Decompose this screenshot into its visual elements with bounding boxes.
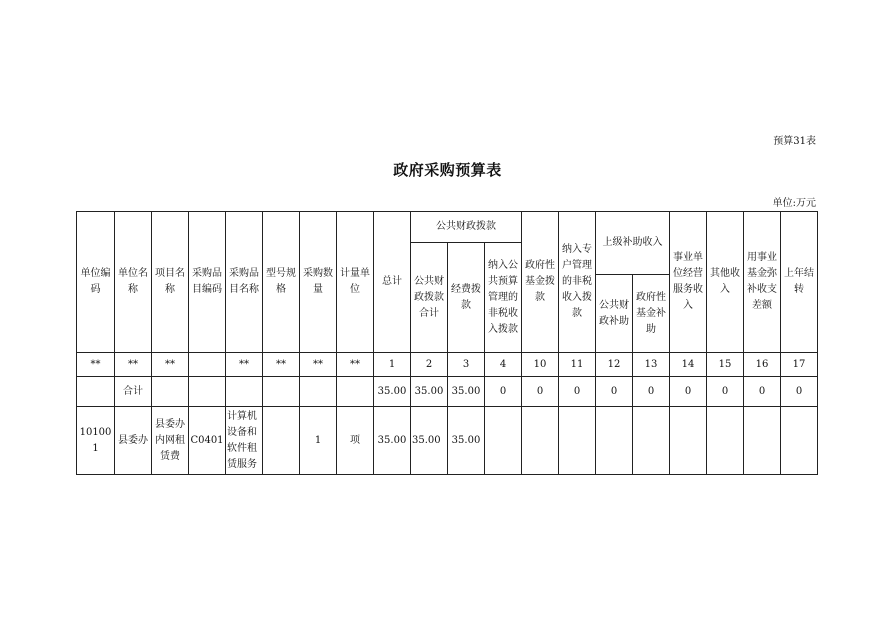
cell-public-finance-total: 35.00: [411, 407, 448, 475]
header-row-1: [77, 212, 818, 243]
header-spec: 型号规格: [263, 212, 300, 353]
header-special-non-tax: 纳入专户管理的非税收入拨款: [559, 212, 596, 353]
page-title: 政府采购预算表: [393, 161, 502, 179]
index-cell: 2: [411, 353, 448, 377]
index-cell: 10: [522, 353, 559, 377]
cell-funding: 35.00: [448, 407, 485, 475]
total-cell: [337, 377, 374, 407]
total-cell: 35.00: [374, 377, 411, 407]
cell-unit-code: 101001: [77, 407, 115, 475]
header-superior-subsidy: 上级补助收入: [596, 212, 670, 275]
cell-public-subsidy: [596, 407, 633, 475]
total-cell: [300, 377, 337, 407]
cell-other-income: [707, 407, 744, 475]
total-cell: 0: [744, 377, 781, 407]
cell-item-code: C0401: [189, 407, 226, 475]
header-carryover: 上年结转: [781, 212, 818, 353]
header-item-code: 采购品目编码: [189, 212, 226, 353]
cell-spec: [263, 407, 300, 475]
header-deficit-fund: 用事业基金弥补收支差额: [744, 212, 781, 353]
header-unit-name: 单位名称: [115, 212, 152, 353]
total-row: [77, 377, 818, 407]
total-cell: 0: [670, 377, 707, 407]
cell-project-name: 县委办内网租赁费: [152, 407, 189, 475]
header-unit-code: 单位编码: [77, 212, 115, 353]
cell-business-income: [670, 407, 707, 475]
cell-quantity: 1: [300, 407, 337, 475]
index-cell: 1: [374, 353, 411, 377]
cell-non-tax: [485, 407, 522, 475]
index-cell: **: [337, 353, 374, 377]
header-business-income: 事业单位经营服务收入: [670, 212, 707, 353]
total-cell: 35.00: [411, 377, 448, 407]
index-cell: 13: [633, 353, 670, 377]
unit-label: 单位:万元: [772, 198, 816, 209]
form-number: 预算31表: [773, 136, 816, 147]
cell-measure-unit: 项: [337, 407, 374, 475]
index-cell: 12: [596, 353, 633, 377]
total-cell: 0: [596, 377, 633, 407]
header-project-name: 项目名称: [152, 212, 189, 353]
total-cell: 0: [485, 377, 522, 407]
index-cell: **: [77, 353, 115, 377]
header-gov-fund: 政府性基金拨款: [522, 212, 559, 353]
header-public-finance-total: 公共财政拨款合计: [411, 243, 448, 353]
header-item-name: 采购品目名称: [226, 212, 263, 353]
index-cell: 16: [744, 353, 781, 377]
header-total: 总计: [374, 212, 411, 353]
header-funding: 经费拨款: [448, 243, 485, 353]
total-cell: 0: [522, 377, 559, 407]
index-cell: 15: [707, 353, 744, 377]
index-cell: 17: [781, 353, 818, 377]
index-cell: 4: [485, 353, 522, 377]
index-cell: **: [226, 353, 263, 377]
cell-unit-name: 县委办: [115, 407, 152, 475]
procurement-budget-table: [76, 211, 818, 475]
index-row: [77, 353, 818, 377]
header-quantity: 采购数量: [300, 212, 337, 353]
total-cell: [152, 377, 189, 407]
total-cell: [263, 377, 300, 407]
total-cell: 0: [781, 377, 818, 407]
total-cell: 0: [633, 377, 670, 407]
header-other-income: 其他收入: [707, 212, 744, 353]
header-non-tax: 纳入公共预算管理的非税收入拨款: [485, 243, 522, 353]
index-cell: 14: [670, 353, 707, 377]
total-cell: [226, 377, 263, 407]
cell-gov-fund: [522, 407, 559, 475]
cell-total: 35.00: [374, 407, 411, 475]
cell-fund-subsidy: [633, 407, 670, 475]
total-cell: 0: [707, 377, 744, 407]
cell-deficit-fund: [744, 407, 781, 475]
index-cell: **: [152, 353, 189, 377]
total-cell: [77, 377, 115, 407]
table-row: [77, 407, 818, 475]
total-label: 合计: [115, 377, 152, 407]
index-cell: **: [263, 353, 300, 377]
total-cell: [189, 377, 226, 407]
cell-carryover: [781, 407, 818, 475]
header-fund-subsidy: 政府性基金补助: [633, 275, 670, 353]
header-measure-unit: 计量单位: [337, 212, 374, 353]
cell-special-non-tax: [559, 407, 596, 475]
index-cell: **: [115, 353, 152, 377]
total-cell: 35.00: [448, 377, 485, 407]
total-cell: 0: [559, 377, 596, 407]
index-cell: **: [300, 353, 337, 377]
header-public-subsidy: 公共财政补助: [596, 275, 633, 353]
index-cell: [189, 353, 226, 377]
index-cell: 11: [559, 353, 596, 377]
header-public-finance: 公共财政拨款: [411, 212, 522, 243]
cell-item-name: 计算机设备和软件租赁服务: [226, 407, 263, 475]
index-cell: 3: [448, 353, 485, 377]
